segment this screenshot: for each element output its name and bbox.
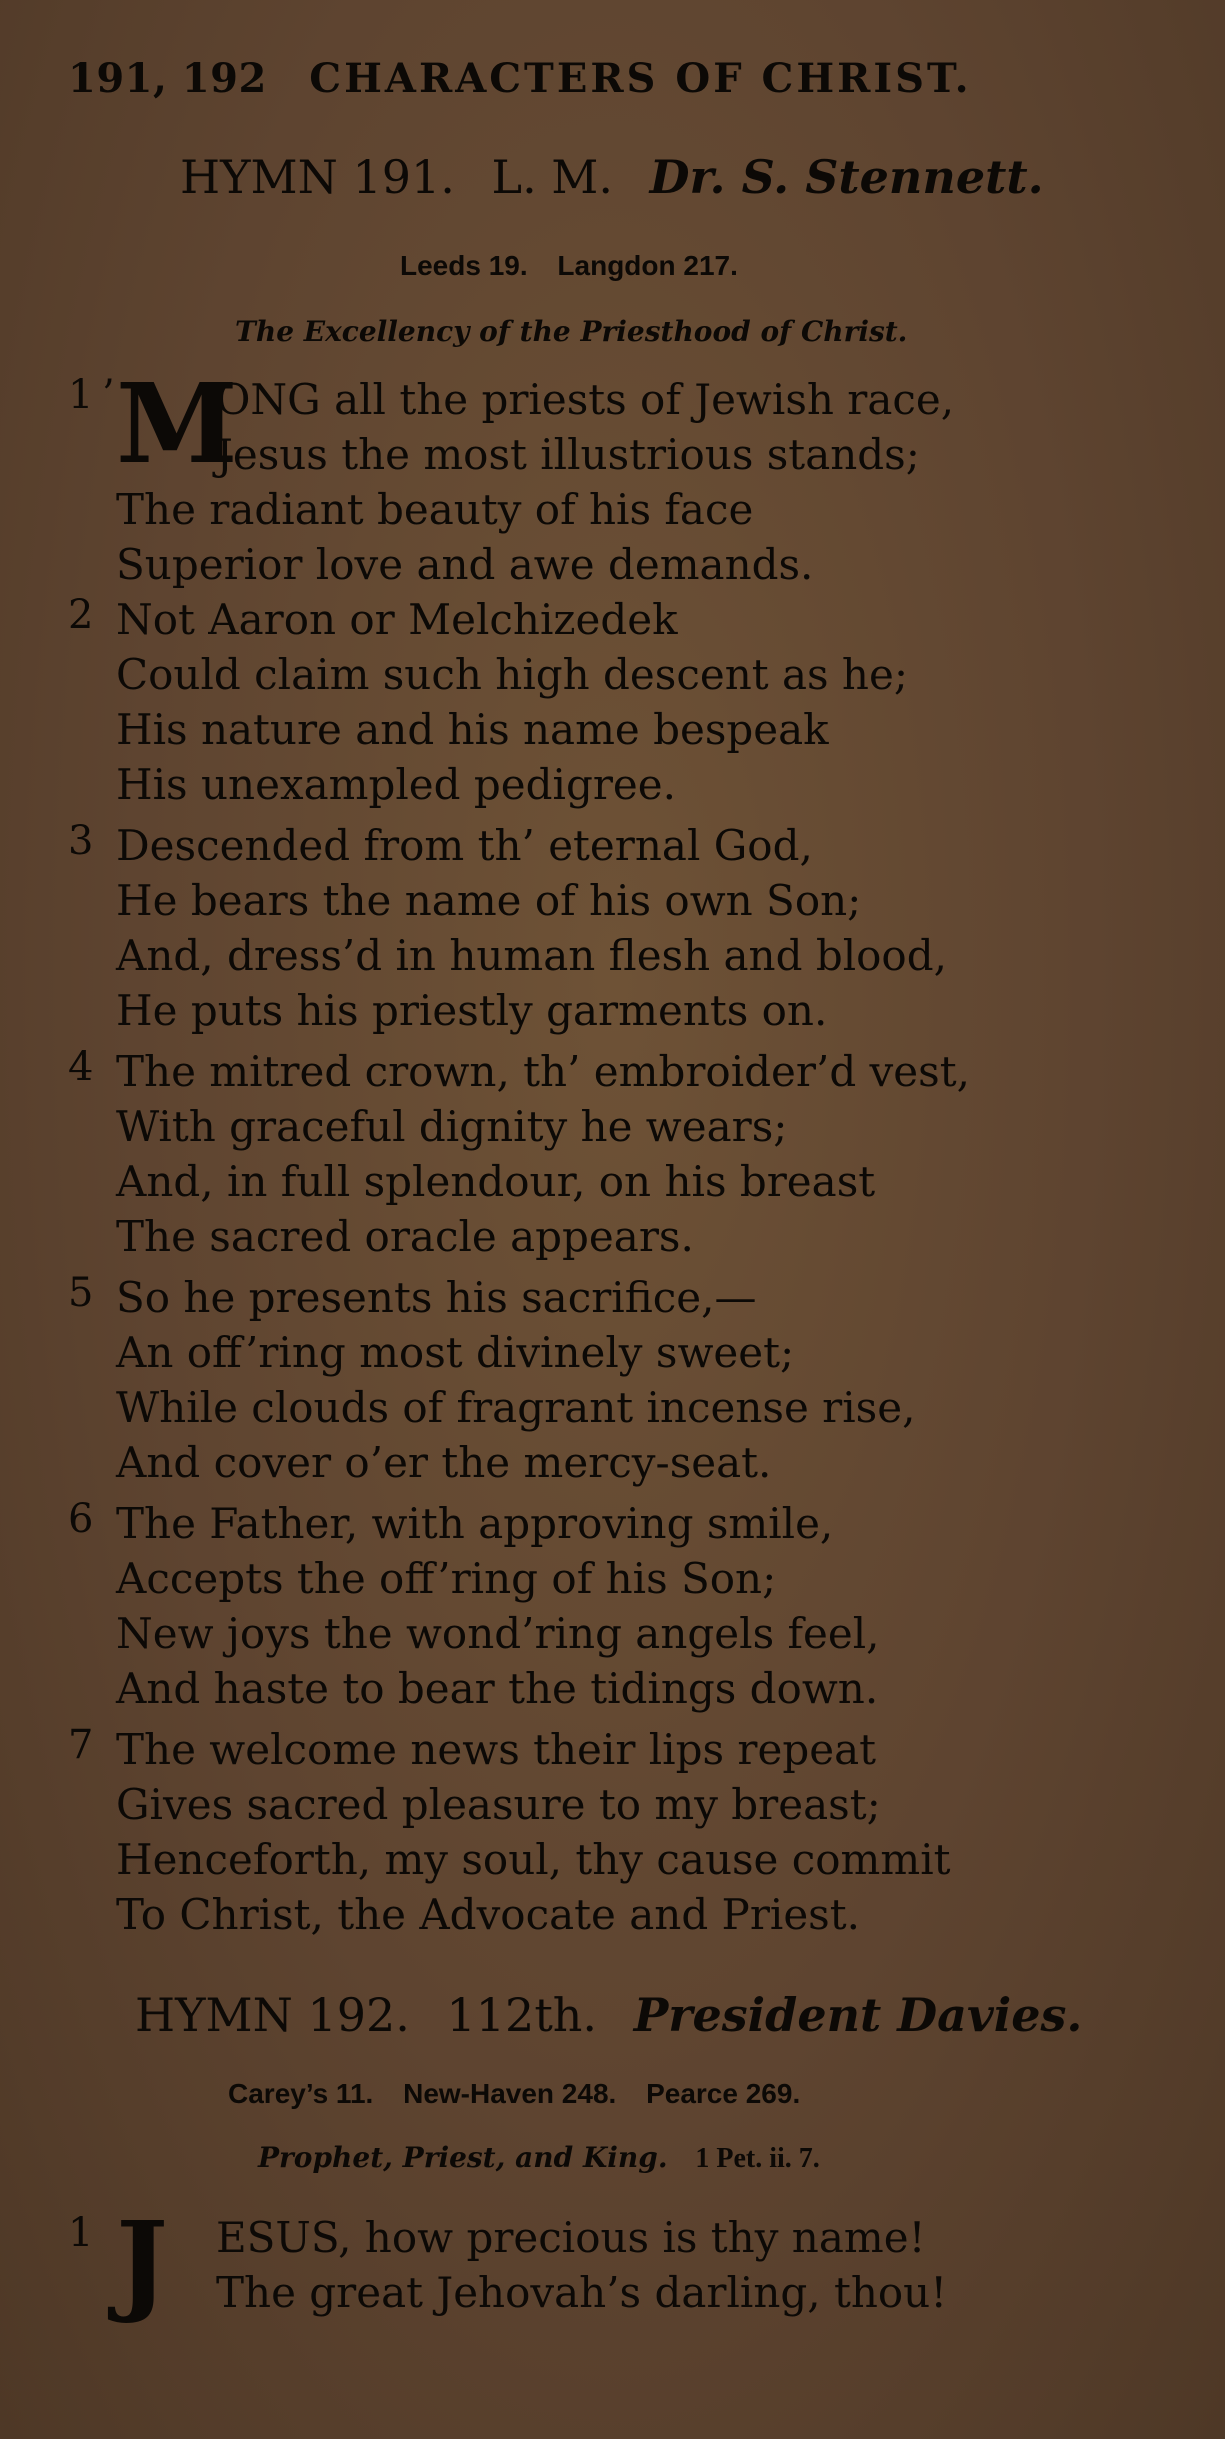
hymn-192-tunes (228, 2078, 822, 2110)
verse-number: 1 (68, 372, 94, 418)
verse-line: His unexampled pedigree. (116, 760, 676, 809)
stanza (68, 1044, 970, 1264)
verse-line: So he presents his sacrifice,— (116, 1273, 757, 1322)
verse-line: Descended from th’ eternal God, (116, 821, 813, 870)
stanza (68, 1496, 880, 1716)
verse-line: Could claim such high descent as he; (116, 650, 908, 699)
verse-number: 7 (68, 1722, 94, 1768)
stanza (68, 818, 947, 1038)
verse-line: The sacred oracle appears. (116, 1212, 694, 1261)
verse-line: Jesus the most illustrious stands; (216, 430, 920, 479)
verse-line: The great Jehovah’s darling, thou! (216, 2268, 948, 2317)
tune-name: Leeds 19. (400, 250, 528, 281)
verse-line: He puts his priestly garments on. (116, 986, 828, 1035)
verse-line: Not Aaron or Melchizedek (116, 595, 678, 644)
verse-line: And, in full splendour, on his breast (116, 1157, 876, 1206)
verse-line: Henceforth, my soul, thy cause commit (116, 1835, 951, 1884)
hymn-meter: 112th. (446, 1988, 598, 2042)
verse-number: 3 (68, 818, 94, 864)
hymn-author: President Davies. (633, 1988, 1083, 2042)
hymn-number: HYMN 191. (180, 150, 455, 204)
running-title: CHARACTERS OF CHRIST. (309, 55, 972, 102)
hymn-191-heading (180, 150, 1044, 204)
running-head (68, 55, 972, 102)
verse-line: Superior love and awe demands. (116, 540, 814, 589)
stanza (68, 592, 908, 812)
stanza (68, 1722, 951, 1942)
page-numbers: 191, 192 (68, 55, 267, 102)
verse-line: An off’ring most divinely sweet; (116, 1328, 795, 1377)
verse-number: 6 (68, 1496, 94, 1542)
tune-name: Langdon 217. (557, 250, 738, 281)
verse-line: The welcome news their lips repeat (116, 1725, 876, 1774)
verse-line: The mitred crown, th’ embroider’d vest, (116, 1047, 970, 1096)
scripture-reference: 1 Pet. ii. 7. (695, 2143, 820, 2174)
tune-name: Pearce 269. (646, 2078, 801, 2109)
stanza (68, 359, 955, 592)
verse-number: 1 (68, 2210, 94, 2256)
verse-line: And cover o’er the mercy-seat. (116, 1438, 772, 1487)
hymn-meter: L. M. (491, 150, 614, 204)
hymn-191-subject: The Excellency of the Priesthood of Christ. (235, 315, 908, 348)
hymn-191-tunes (400, 250, 760, 282)
verse-line: Accepts the off’ring of his Son; (116, 1554, 777, 1603)
apostrophe-mark: ’ (102, 372, 115, 418)
tune-name: Carey’s 11. (228, 2078, 374, 2109)
verse-line: The radiant beauty of his face (116, 485, 754, 534)
verse-line: Gives sacred pleasure to my breast; (116, 1780, 881, 1829)
verse-line: ESUS, how precious is thy name! (216, 2213, 926, 2262)
verse-line: He bears the name of his own Son; (116, 876, 862, 925)
verse-line: His nature and his name bespeak (116, 705, 829, 754)
verse-line: The Father, with approving smile, (116, 1499, 834, 1548)
verse-line: And, dress’d in human flesh and blood, (116, 931, 947, 980)
verse-number: 5 (68, 1270, 94, 1316)
verse-line: While clouds of fragrant incense rise, (116, 1383, 916, 1432)
verse-line: And haste to bear the tidings down. (116, 1664, 879, 1713)
verse-number: 4 (68, 1044, 94, 1090)
hymn-192-heading (135, 1988, 1082, 2042)
verse-number: 2 (68, 592, 94, 638)
hymn-author: Dr. S. Stennett. (649, 150, 1044, 204)
hymn-192-subject (258, 2141, 820, 2175)
hymn-number: HYMN 192. (135, 1988, 410, 2042)
drop-cap: J (116, 2197, 169, 2326)
tune-name: New-Haven 248. (403, 2078, 617, 2109)
stanza (68, 1270, 915, 1490)
subject-text: Prophet, Priest, and King. (258, 2141, 668, 2174)
verse-line: New joys the wond’ring angels feel, (116, 1609, 880, 1658)
verse-line: With graceful dignity he wears; (116, 1102, 788, 1151)
verse-line: To Christ, the Advocate and Priest. (116, 1890, 860, 1939)
stanza (68, 2197, 948, 2326)
drop-cap: M (116, 359, 238, 488)
verse-line: ONG all the priests of Jewish race, (216, 375, 955, 424)
